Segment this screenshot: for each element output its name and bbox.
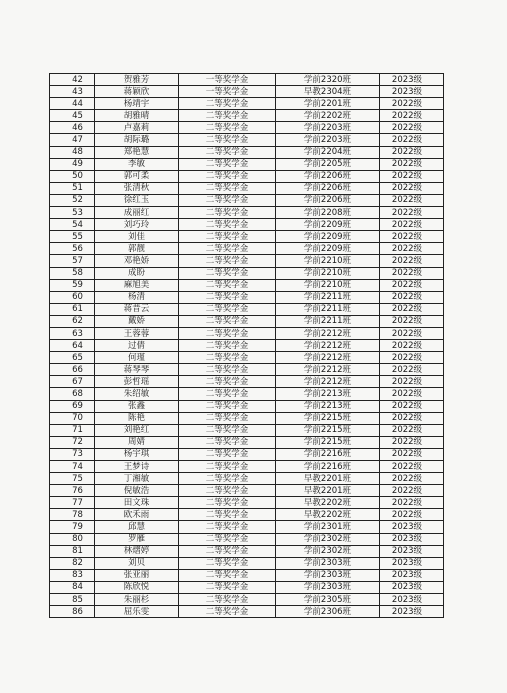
grade-year: 2022级 xyxy=(380,194,444,206)
row-number: 75 xyxy=(50,473,95,485)
scholarship-table xyxy=(49,73,444,618)
award-level: 二等奖学金 xyxy=(179,146,276,158)
class-name: 学前2203班 xyxy=(276,122,380,134)
class-name: 学前2210班 xyxy=(276,279,380,291)
award-level: 一等奖学金 xyxy=(179,86,276,98)
grade-year: 2023级 xyxy=(380,606,444,618)
award-level: 二等奖学金 xyxy=(179,219,276,231)
grade-year: 2022级 xyxy=(380,364,444,376)
table-row xyxy=(50,521,444,533)
row-number: 84 xyxy=(50,581,95,593)
table-row xyxy=(50,581,444,593)
student-name: 张清秋 xyxy=(95,182,179,194)
award-level: 一等奖学金 xyxy=(179,74,276,86)
award-level: 二等奖学金 xyxy=(179,606,276,618)
row-number: 64 xyxy=(50,340,95,352)
row-number: 48 xyxy=(50,146,95,158)
student-name: 成盼 xyxy=(95,267,179,279)
award-level: 二等奖学金 xyxy=(179,243,276,255)
row-number: 60 xyxy=(50,291,95,303)
class-name: 学前2216班 xyxy=(276,461,380,473)
grade-year: 2022级 xyxy=(380,352,444,364)
class-name: 早教2304班 xyxy=(276,86,380,98)
class-name: 学前2303班 xyxy=(276,581,380,593)
student-name: 周婧 xyxy=(95,436,179,448)
table-row xyxy=(50,219,444,231)
class-name: 早教2201班 xyxy=(276,485,380,497)
row-number: 56 xyxy=(50,243,95,255)
student-name: 杨清 xyxy=(95,291,179,303)
row-number: 73 xyxy=(50,448,95,460)
award-level: 二等奖学金 xyxy=(179,122,276,134)
award-level: 二等奖学金 xyxy=(179,594,276,606)
grade-year: 2022级 xyxy=(380,461,444,473)
student-name: 李敏 xyxy=(95,158,179,170)
row-number: 68 xyxy=(50,388,95,400)
student-name: 杨靖宇 xyxy=(95,98,179,110)
class-name: 学前2301班 xyxy=(276,521,380,533)
class-name: 学前2212班 xyxy=(276,340,380,352)
row-number: 53 xyxy=(50,207,95,219)
award-level: 二等奖学金 xyxy=(179,581,276,593)
class-name: 学前2303班 xyxy=(276,557,380,569)
row-number: 76 xyxy=(50,485,95,497)
row-number: 65 xyxy=(50,352,95,364)
student-name: 郭可柔 xyxy=(95,170,179,182)
award-level: 二等奖学金 xyxy=(179,231,276,243)
class-name: 学前2210班 xyxy=(276,255,380,267)
student-name: 张亚丽 xyxy=(95,569,179,581)
student-name: 陈欣悦 xyxy=(95,581,179,593)
grade-year: 2022级 xyxy=(380,110,444,122)
row-number: 81 xyxy=(50,545,95,557)
student-name: 彭哲瑶 xyxy=(95,376,179,388)
grade-year: 2022级 xyxy=(380,424,444,436)
table-row xyxy=(50,207,444,219)
student-name: 郭靓 xyxy=(95,243,179,255)
award-level: 二等奖学金 xyxy=(179,545,276,557)
award-level: 二等奖学金 xyxy=(179,315,276,327)
table-row xyxy=(50,134,444,146)
award-level: 二等奖学金 xyxy=(179,279,276,291)
class-name: 学前2212班 xyxy=(276,376,380,388)
row-number: 83 xyxy=(50,569,95,581)
class-name: 学前2204班 xyxy=(276,146,380,158)
student-name: 刘艳红 xyxy=(95,424,179,436)
class-name: 学前2306班 xyxy=(276,606,380,618)
class-name: 学前2209班 xyxy=(276,243,380,255)
table-row xyxy=(50,497,444,509)
award-level: 二等奖学金 xyxy=(179,134,276,146)
grade-year: 2022级 xyxy=(380,122,444,134)
award-level: 二等奖学金 xyxy=(179,182,276,194)
class-name: 学前2202班 xyxy=(276,110,380,122)
row-number: 54 xyxy=(50,219,95,231)
grade-year: 2022级 xyxy=(380,400,444,412)
row-number: 61 xyxy=(50,303,95,315)
row-number: 77 xyxy=(50,497,95,509)
grade-year: 2022级 xyxy=(380,291,444,303)
student-name: 刘巧玲 xyxy=(95,219,179,231)
grade-year: 2022级 xyxy=(380,170,444,182)
row-number: 85 xyxy=(50,594,95,606)
award-level: 二等奖学金 xyxy=(179,557,276,569)
class-name: 学前2206班 xyxy=(276,194,380,206)
grade-year: 2022级 xyxy=(380,315,444,327)
table-row xyxy=(50,291,444,303)
table-row xyxy=(50,594,444,606)
award-level: 二等奖学金 xyxy=(179,303,276,315)
table-row xyxy=(50,255,444,267)
row-number: 52 xyxy=(50,194,95,206)
table-row xyxy=(50,424,444,436)
student-name: 倪敏浩 xyxy=(95,485,179,497)
award-level: 二等奖学金 xyxy=(179,521,276,533)
award-level: 二等奖学金 xyxy=(179,267,276,279)
class-name: 学前2213班 xyxy=(276,400,380,412)
award-level: 二等奖学金 xyxy=(179,436,276,448)
row-number: 66 xyxy=(50,364,95,376)
row-number: 43 xyxy=(50,86,95,98)
award-level: 二等奖学金 xyxy=(179,110,276,122)
grade-year: 2022级 xyxy=(380,448,444,460)
student-name: 罗雁 xyxy=(95,533,179,545)
grade-year: 2022级 xyxy=(380,158,444,170)
table-row xyxy=(50,86,444,98)
student-name: 成丽红 xyxy=(95,207,179,219)
row-number: 58 xyxy=(50,267,95,279)
class-name: 学前2211班 xyxy=(276,303,380,315)
table-row xyxy=(50,364,444,376)
award-level: 二等奖学金 xyxy=(179,485,276,497)
award-level: 二等奖学金 xyxy=(179,400,276,412)
student-name: 田文珠 xyxy=(95,497,179,509)
class-name: 学前2212班 xyxy=(276,352,380,364)
table-row xyxy=(50,461,444,473)
grade-year: 2022级 xyxy=(380,267,444,279)
award-level: 二等奖学金 xyxy=(179,364,276,376)
student-name: 刘贝 xyxy=(95,557,179,569)
student-name: 杨宇琪 xyxy=(95,448,179,460)
student-name: 林熠婷 xyxy=(95,545,179,557)
class-name: 学前2212班 xyxy=(276,364,380,376)
table-row xyxy=(50,146,444,158)
class-name: 学前2213班 xyxy=(276,388,380,400)
student-name: 何瑾 xyxy=(95,352,179,364)
grade-year: 2023级 xyxy=(380,86,444,98)
class-name: 早教2202班 xyxy=(276,497,380,509)
award-level: 二等奖学金 xyxy=(179,291,276,303)
award-level: 二等奖学金 xyxy=(179,352,276,364)
award-level: 二等奖学金 xyxy=(179,340,276,352)
class-name: 学前2209班 xyxy=(276,231,380,243)
student-name: 贺雅芳 xyxy=(95,74,179,86)
row-number: 69 xyxy=(50,400,95,412)
table-row xyxy=(50,340,444,352)
student-name: 胡际璐 xyxy=(95,134,179,146)
class-name: 学前2320班 xyxy=(276,74,380,86)
table-row xyxy=(50,606,444,618)
grade-year: 2022级 xyxy=(380,473,444,485)
class-name: 学前2209班 xyxy=(276,219,380,231)
table-row xyxy=(50,376,444,388)
student-name: 刘佳 xyxy=(95,231,179,243)
row-number: 86 xyxy=(50,606,95,618)
student-name: 过倩 xyxy=(95,340,179,352)
row-number: 82 xyxy=(50,557,95,569)
grade-year: 2022级 xyxy=(380,509,444,521)
student-name: 邓艳娇 xyxy=(95,255,179,267)
grade-year: 2022级 xyxy=(380,255,444,267)
table-row xyxy=(50,267,444,279)
table-row xyxy=(50,436,444,448)
grade-year: 2022级 xyxy=(380,497,444,509)
row-number: 55 xyxy=(50,231,95,243)
row-number: 63 xyxy=(50,327,95,339)
row-number: 71 xyxy=(50,424,95,436)
table-row xyxy=(50,243,444,255)
student-name: 屈乐雯 xyxy=(95,606,179,618)
grade-year: 2022级 xyxy=(380,327,444,339)
table-row xyxy=(50,74,444,86)
class-name: 学前2203班 xyxy=(276,134,380,146)
student-name: 王蓉蓉 xyxy=(95,327,179,339)
row-number: 46 xyxy=(50,122,95,134)
row-number: 45 xyxy=(50,110,95,122)
class-name: 早教2201班 xyxy=(276,473,380,485)
grade-year: 2022级 xyxy=(380,412,444,424)
award-level: 二等奖学金 xyxy=(179,98,276,110)
row-number: 67 xyxy=(50,376,95,388)
row-number: 57 xyxy=(50,255,95,267)
grade-year: 2022级 xyxy=(380,303,444,315)
row-number: 72 xyxy=(50,436,95,448)
class-name: 学前2215班 xyxy=(276,424,380,436)
grade-year: 2022级 xyxy=(380,279,444,291)
award-level: 二等奖学金 xyxy=(179,461,276,473)
table-row xyxy=(50,303,444,315)
award-level: 二等奖学金 xyxy=(179,509,276,521)
award-level: 二等奖学金 xyxy=(179,388,276,400)
class-name: 学前2302班 xyxy=(276,545,380,557)
row-number: 79 xyxy=(50,521,95,533)
award-level: 二等奖学金 xyxy=(179,497,276,509)
student-name: 邱慧 xyxy=(95,521,179,533)
row-number: 80 xyxy=(50,533,95,545)
table-row xyxy=(50,182,444,194)
class-name: 学前2305班 xyxy=(276,594,380,606)
student-name: 陈艳 xyxy=(95,412,179,424)
table-row xyxy=(50,388,444,400)
class-name: 学前2303班 xyxy=(276,569,380,581)
table-row xyxy=(50,231,444,243)
grade-year: 2022级 xyxy=(380,207,444,219)
student-name: 朱丽杉 xyxy=(95,594,179,606)
class-name: 学前2205班 xyxy=(276,158,380,170)
row-number: 47 xyxy=(50,134,95,146)
row-number: 70 xyxy=(50,412,95,424)
grade-year: 2022级 xyxy=(380,388,444,400)
grade-year: 2023级 xyxy=(380,594,444,606)
grade-year: 2022级 xyxy=(380,146,444,158)
table-row xyxy=(50,98,444,110)
row-number: 62 xyxy=(50,315,95,327)
award-level: 二等奖学金 xyxy=(179,473,276,485)
student-name: 戴娇 xyxy=(95,315,179,327)
student-name: 蒋昔云 xyxy=(95,303,179,315)
table-row xyxy=(50,170,444,182)
table-row xyxy=(50,569,444,581)
table-row xyxy=(50,509,444,521)
table-row xyxy=(50,110,444,122)
table-row xyxy=(50,122,444,134)
grade-year: 2022级 xyxy=(380,98,444,110)
table-row xyxy=(50,315,444,327)
award-level: 二等奖学金 xyxy=(179,569,276,581)
grade-year: 2023级 xyxy=(380,557,444,569)
class-name: 学前2215班 xyxy=(276,436,380,448)
student-name: 欧禾雨 xyxy=(95,509,179,521)
grade-year: 2022级 xyxy=(380,182,444,194)
class-name: 学前2216班 xyxy=(276,448,380,460)
grade-year: 2022级 xyxy=(380,134,444,146)
student-name: 王梦诗 xyxy=(95,461,179,473)
award-level: 二等奖学金 xyxy=(179,255,276,267)
student-name: 麻旭美 xyxy=(95,279,179,291)
award-level: 二等奖学金 xyxy=(179,194,276,206)
grade-year: 2022级 xyxy=(380,243,444,255)
award-level: 二等奖学金 xyxy=(179,207,276,219)
student-name: 蒋颖欣 xyxy=(95,86,179,98)
class-name: 学前2201班 xyxy=(276,98,380,110)
award-level: 二等奖学金 xyxy=(179,533,276,545)
class-name: 学前2210班 xyxy=(276,267,380,279)
class-name: 学前2208班 xyxy=(276,207,380,219)
row-number: 59 xyxy=(50,279,95,291)
class-name: 学前2215班 xyxy=(276,412,380,424)
table-row xyxy=(50,400,444,412)
grade-year: 2023级 xyxy=(380,545,444,557)
row-number: 42 xyxy=(50,74,95,86)
class-name: 学前2302班 xyxy=(276,533,380,545)
grade-year: 2022级 xyxy=(380,485,444,497)
row-number: 50 xyxy=(50,170,95,182)
student-name: 蒋琴琴 xyxy=(95,364,179,376)
grade-year: 2023级 xyxy=(380,74,444,86)
class-name: 早教2202班 xyxy=(276,509,380,521)
grade-year: 2022级 xyxy=(380,376,444,388)
table-row xyxy=(50,352,444,364)
table-row xyxy=(50,412,444,424)
award-level: 二等奖学金 xyxy=(179,327,276,339)
table-row xyxy=(50,327,444,339)
grade-year: 2022级 xyxy=(380,340,444,352)
table-row xyxy=(50,158,444,170)
row-number: 74 xyxy=(50,461,95,473)
table-row xyxy=(50,194,444,206)
row-number: 51 xyxy=(50,182,95,194)
table-row xyxy=(50,448,444,460)
table-row xyxy=(50,545,444,557)
student-name: 朱绍敏 xyxy=(95,388,179,400)
table-row xyxy=(50,279,444,291)
row-number: 44 xyxy=(50,98,95,110)
table-row xyxy=(50,473,444,485)
award-level: 二等奖学金 xyxy=(179,376,276,388)
row-number: 78 xyxy=(50,509,95,521)
student-name: 张鑫 xyxy=(95,400,179,412)
class-name: 学前2211班 xyxy=(276,315,380,327)
award-level: 二等奖学金 xyxy=(179,424,276,436)
award-level: 二等奖学金 xyxy=(179,412,276,424)
grade-year: 2023级 xyxy=(380,521,444,533)
grade-year: 2022级 xyxy=(380,219,444,231)
award-level: 二等奖学金 xyxy=(179,170,276,182)
table-row xyxy=(50,485,444,497)
grade-year: 2023级 xyxy=(380,533,444,545)
class-name: 学前2206班 xyxy=(276,170,380,182)
class-name: 学前2212班 xyxy=(276,327,380,339)
grade-year: 2022级 xyxy=(380,231,444,243)
award-level: 二等奖学金 xyxy=(179,158,276,170)
table-body xyxy=(50,74,444,618)
row-number: 49 xyxy=(50,158,95,170)
student-name: 郑艳慧 xyxy=(95,146,179,158)
table-row xyxy=(50,533,444,545)
grade-year: 2022级 xyxy=(380,436,444,448)
table-row xyxy=(50,557,444,569)
class-name: 学前2211班 xyxy=(276,291,380,303)
student-name: 胡雅晴 xyxy=(95,110,179,122)
student-name: 卢嘉莉 xyxy=(95,122,179,134)
grade-year: 2023级 xyxy=(380,569,444,581)
award-level: 二等奖学金 xyxy=(179,448,276,460)
class-name: 学前2206班 xyxy=(276,182,380,194)
student-name: 徐红玉 xyxy=(95,194,179,206)
grade-year: 2023级 xyxy=(380,581,444,593)
student-name: 丁湘敏 xyxy=(95,473,179,485)
